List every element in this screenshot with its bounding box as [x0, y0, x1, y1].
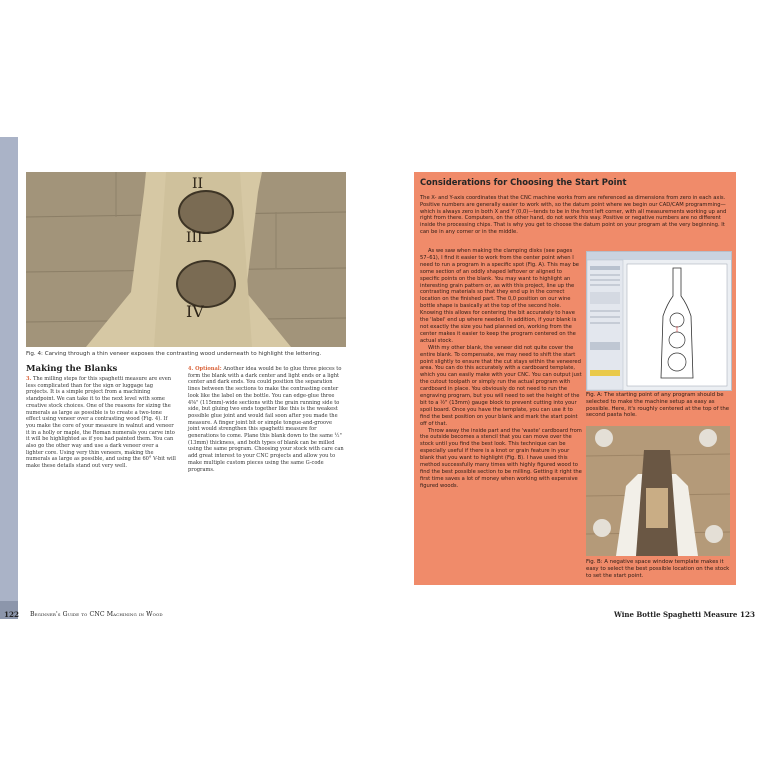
page-edge-tab	[0, 137, 18, 619]
step-number: 4. Optional:	[188, 366, 222, 372]
running-head-book-title: Beginner's Guide to CNC Machining in Wood	[30, 611, 163, 618]
numeral-2: II	[192, 176, 204, 192]
left-column-text	[26, 376, 176, 470]
running-head-chapter-title: Wine Bottle Spaghetti Measure	[614, 610, 738, 619]
sidebar-intro: The X- and Y-axis coordinates that the CNC machine works from are referenced as dimensions from zero in each axis. Positive numbers are generally easier to work with, so the datum point where we begin our CAD/CAM programming—which is always zero in both X and Y (0,0)—tends to be in the front left corner, with all measurements working up and right from there. Computers, on the other hand, do not work this way. Positive or negative numbers are no different inside the processing chips. That is why you get to choose the datum point on your program at the very beginning. It can be in any corner or in the middle.	[420, 195, 727, 235]
figure-a-screenshot	[586, 251, 732, 391]
page-number-left: 122	[4, 610, 20, 619]
step-number: 3.	[26, 376, 32, 382]
right-column-text	[188, 366, 344, 473]
sidebar-paragraph: With my other blank, the veneer did not quite cover the entire blank. To compensate, we may need to shift the start point slightly to ensure that the cut stays within the veneered area. You can do this accurately with a cardboard template, which you can easily make with your CNC. You can output just the cutout toolpath or simply run the actual program with cardboard in place. You obviously do not need to run the engraving program, but you will need to set the height of the bit to a ½" (13mm) gauge block to prevent cutting into your spoil board. Once you have the template, you can use it to find the best position on your blank and mark the start point off of that.	[420, 344, 582, 427]
figure-4-photo	[26, 172, 346, 347]
step-body: Another idea would be to glue three pieces to form the blank with a dark center and light ends or a light center and dark ends. You could position the separation lines between the sections to make the contrasting center look like the label on the bottle. You can edge-glue three 4⅝" (115mm)-wide sections with the grain running side to side, but gluing two ends together like this is the weakest possible glue joint and would fail soon after you made the measure. A finger joint bit or simple tongue-and-groove joint would strengthen this spaghetti measure for generations to come. Plane this blank down to the same ½" (13mm) thickness, and both types of blank can be milled using the same program. Choosing your stock with care can add great interest to your CNC projects and allow you to make multiple custom pieces using the same G-code programs.	[188, 366, 344, 473]
page-number-right: 123	[740, 610, 756, 619]
sidebar-body	[420, 248, 582, 490]
sidebar-paragraph: As we saw when making the clamping disks (see pages 57–61), I find it easier to work from the center point when I need to run a program in a specific spot (Fig. A). This may be some section of an oddly shaped leftover or aligned to specific points on the blank. You may want to highlight an interesting grain pattern or, as with this project, line up the contrasting materials so that they end up in the correct location on the finished part. The 0,0 position on our wine bottle shape is basically at the top of the second hole. Knowing this allows for centering the bit accurately to have the 'label' end up where needed. In addition, if your blank is not exactly the size you had planned on, working from the center makes it easier to keep the program centered on the actual stock.	[420, 248, 579, 344]
figure-4-caption: Fig. 4: Carving through a thin veneer exposes the contrasting wood underneath to highlight the lettering.	[26, 351, 322, 357]
sidebar-heading: Considerations for Choosing the Start Point	[420, 177, 627, 187]
section-heading: Making the Blanks	[26, 364, 118, 374]
numeral-4: IV	[186, 302, 204, 321]
figure-b-caption: Fig. B: A negative space window template makes it easy to select the best possible location on the stock to set the start point.	[586, 559, 730, 579]
sidebar-paragraph: Throw away the inside part and the 'waste' cardboard from the outside becomes a stencil that you can move over the stock until you find the best look. This technique can be especially useful if there is a knot or grain feature in your blank that you want to highlight (Fig. B). I have used this method successfully many times with highly figured wood to find the best possible section to be milling. Getting it right the first time saves a lot of money when working with expensive figured woods.	[420, 427, 582, 489]
step-body: The milling steps for this spaghetti measure are even less complicated than for the sign or luggage tag projects. It is a simple project from a machining standpoint. We can take it to the next level with some creative stock choices. One of the reasons for sizing the numerals as large as possible is to create a two-tone effect using veneer over a contrasting wood (Fig. 4). If you make the core of your measure in walnut and veneer it in a holly or maple, the Roman numerals you carve into it will be highlighted as if you had painted them. You can also go the other way and use a dark veneer over a lighter core. Using very thin veneers, making the numerals as large as possible, and using the 60° V-bit will make these details stand out very well.	[26, 376, 176, 470]
numeral-3: III	[186, 230, 203, 246]
figure-a-caption: Fig. A: The starting point of any program should be selected to make the machine setup as easy as possible. Here, it's roughly centered at the top of the second pasta hole.	[586, 392, 730, 419]
figure-b-photo	[586, 426, 730, 556]
